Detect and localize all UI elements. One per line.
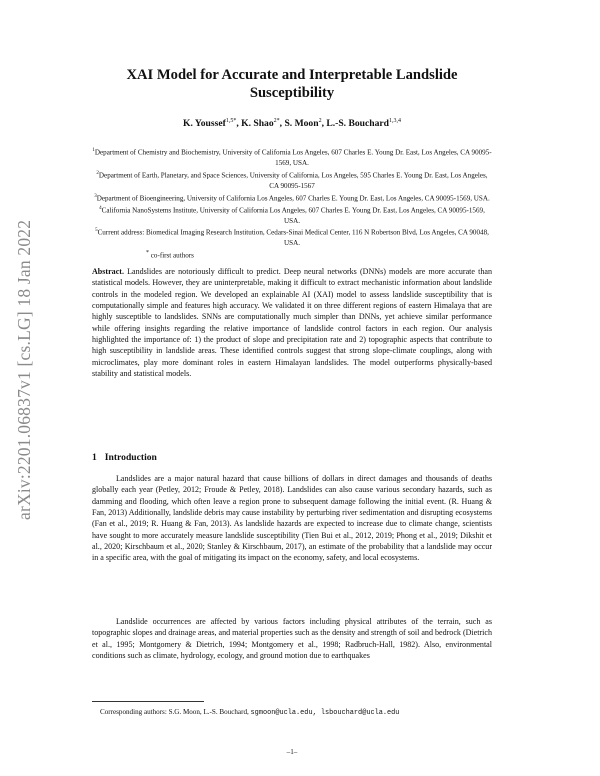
section-title: Introduction <box>104 452 157 463</box>
author-name: S. Moon <box>284 118 319 130</box>
affiliation-number: 5 <box>95 228 98 234</box>
author-affil-mark: 1,3,4 <box>389 118 401 124</box>
body-paragraph: Landslides are a major natural hazard that cause billions of dollars in direct damages and thousands of deaths globally each year (Petley, 2012; Froude & Petley, 2018). Landslides can also cause various secondary hazards, such as damming and flooding, which often leave a region prone to subsequent damage following the initial event. (R. Huang & Fan, 2013) Additionally, landslide debris may cause instability by perturbing river sedimentation and disrupting ecosystems (Fan et al., 2019; R. Huang & Fan, 2013). As landslide hazards are expected to increase due to climate change, scientists have sought to more accurately measure landslide susceptibility (Tien Bui et al., 2012, 2019; Phong et al., 2019; Dikshit et al., 2020; Kirschbaum et al., 2020; Stanley & Kirschbaum, 2017), an estimate of the probability that a landslide may occur in a specific area, with the goal of mitigating its impact on the economy, safety, and local ecosystems. <box>92 474 492 563</box>
abstract <box>92 266 492 379</box>
footnote-emails: sgmoon@ucla.edu, lsbouchard@ucla.edu <box>250 709 400 717</box>
affiliation <box>92 146 492 169</box>
affiliation <box>92 169 492 192</box>
abstract-text: Landslides are notoriously difficult to predict. Deep neural networks (DNNs) models are more accurate than statistical models. However, they are uninterpretable, making it difficult to extract mechanistic information about landslide controls in the modeled region. We developed an explainable AI (XAI) model to assess landslide susceptibility that is computationally simple and features high accuracy. We validated it on three different regions of eastern Himalaya that are highly susceptible to landslides. SNNs are computationally much simpler than DNNs, yet achieve similar performance while offering insights regarding the relative importance of landslide control factors in each region. Our analysis highlighted the importance of: 1) the product of slope and precipitation rate and 2) topographic aspects that contribute to high susceptibility in landslide areas. These identified controls suggest that strong slope-climate couplings, along with microclimates, play more dominant roles in eastern Himalayan landslides. The model outperforms physically-based stability and statistical models. <box>92 267 492 379</box>
abstract-label: Abstract. <box>92 267 124 276</box>
arxiv-identifier: arXiv:2201.06837v1 [cs.LG] 18 Jan 2022 <box>14 219 34 521</box>
author-affil-mark: 1,5* <box>225 118 237 124</box>
affiliation <box>92 192 492 204</box>
author-name: L.-S. Bouchard <box>326 118 389 130</box>
affiliation <box>92 204 492 227</box>
paper-title <box>92 66 492 102</box>
affiliation-text: Department of Chemistry and Biochemistry, University of California Los Angeles, 607 Charles E. Young Dr. East, Los Angeles, CA 90095-1569, USA. <box>94 148 492 168</box>
footnote-rule <box>92 701 204 702</box>
footnote <box>100 708 496 717</box>
affiliation-number: 3 <box>94 193 97 199</box>
section-number: 1 <box>92 452 97 463</box>
footnote-label: Corresponding authors: S.G. Moon, L.-S. Bouchard, <box>100 708 251 716</box>
title-line-1: XAI Model for Accurate and Interpretable Landslide <box>126 67 458 83</box>
affiliation-number: 1 <box>92 148 95 153</box>
co-first-note <box>146 250 194 259</box>
title-line-2: Susceptibility <box>249 85 335 101</box>
co-first-mark: * <box>146 250 149 256</box>
author-name: K. Shao <box>241 118 274 130</box>
author-list: K. Youssef$^{1,5*}$, K. Shao$^{2*}$, S. Moon$^2$, L.-S. Bouchard$^{1,3,4}$ <box>182 118 401 130</box>
co-first-text: co-first authors <box>149 251 194 260</box>
body-paragraph: Landslide occurrences are affected by various factors including physical attributes of the terrain, such as topographic slopes and drainage areas, and material properties such as the density and strength of soil and bedrock (Dietrich et al., 1995; Montgomery & Dietrich, 1994; Montgomery et al., 1998; Radbruch-Hall, 1982). Also, environmental conditions such as climate, hydrology, ecology, and ground motion due to earthquakes <box>92 617 492 661</box>
affiliation-text: Department of Earth, Planetary, and Space Sciences, University of California, Los Angeles, 595 Charles E. Young Dr. East, Los Angeles, CA 90095-1567 <box>98 171 488 190</box>
affiliation-text: Department of Bioengineering, University of California Los Angeles, 607 Charles E. Young Dr. East, Los Angeles, CA 90095-1569, USA. <box>96 193 490 202</box>
affiliation-text: Current address: Biomedical Imaging Research Institution, Cedars-Sinai Medical Center, 116 N Robertson Blvd, Los Angeles, CA 90048, USA. <box>97 228 489 248</box>
affiliation <box>92 226 492 249</box>
author-name: K. Youssef <box>182 118 226 130</box>
author-affil-mark: 2* <box>273 118 280 124</box>
section-heading <box>92 452 157 463</box>
affiliation-number: 2 <box>96 170 99 176</box>
page-number: –1– <box>286 748 298 756</box>
affiliation-list <box>92 146 492 249</box>
author-affil-mark: 2 <box>318 118 322 124</box>
affiliation-text: California NanoSystems Institute, University of California Los Angeles, 607 Charles E. Young Dr. East, Los Angeles, CA 90095-1569, USA. <box>101 205 485 225</box>
affiliation-number: 4 <box>99 205 102 211</box>
